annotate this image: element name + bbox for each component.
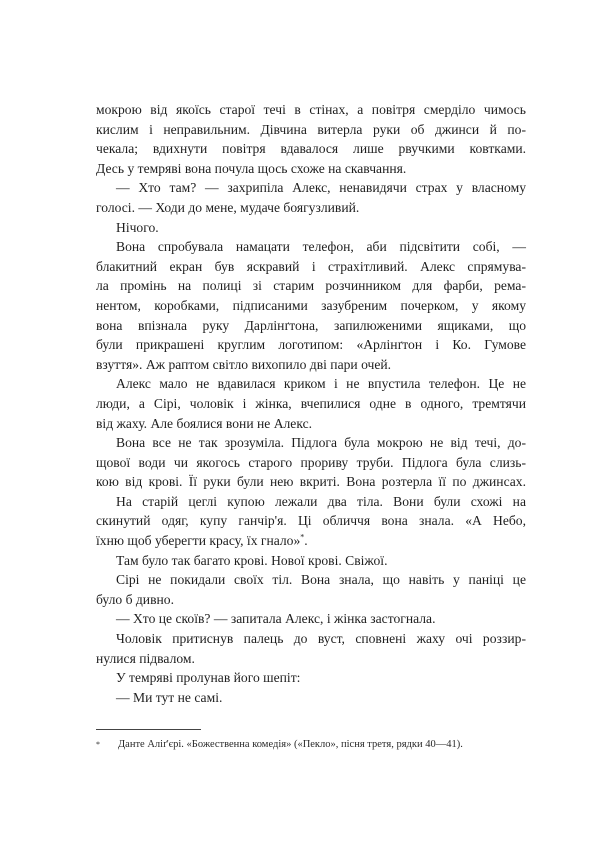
text-line: — Ми тут не самі.: [116, 689, 223, 705]
text-line: Там було так багато крові. Нової крові. Свіжої.: [116, 552, 388, 568]
text-line: взуття». Аж раптом світло вихопило дві пари очей.: [96, 356, 392, 372]
footnote-mark: *: [96, 740, 100, 749]
text-line: Десь у темряві вона почула щось схоже на скавчання.: [96, 160, 407, 176]
text-line: — Хто там? — захрипіла Алекс, ненавидячи страх у власному: [116, 180, 526, 196]
text-line: від жаху. Але боялися вони не Алекс.: [96, 415, 313, 431]
text-line: Алекс мало не вдавилася криком і не впустила телефон. Це не: [116, 376, 526, 392]
text-line: щової води чи якогось старого прориву труби. Підлога була слизь-: [96, 454, 526, 470]
text-line: кислим і неправильним. Дівчина витерла руки об джинси й по-: [96, 121, 526, 137]
text-line: У темряві пролунав його шепіт:: [116, 670, 301, 686]
text-line-with-footnote: [96, 531, 526, 551]
footnote-text: Данте Аліґ'єрі. «Божественна комедія» («Пекло», пісня третя, рядки 40—41).: [118, 739, 463, 750]
text-line: На старій цеглі купою лежали два тіла. Вони були схожі на: [116, 493, 526, 509]
text-line: чекала; вдихнути повітря вдавалося лише рвучкими ковтками.: [96, 141, 526, 157]
text-line: Вона все не так зрозуміла. Підлога була мокрою не від течі, до-: [116, 435, 526, 451]
footnote: [96, 738, 526, 752]
text-line: скинутий одяг, купу ганчір'я. Ці обличчя вона знала. «А Небо,: [96, 513, 526, 529]
quote-text: їхню щоб уберегти красу, їх гнало»: [96, 533, 301, 549]
footnote-reference: *: [300, 532, 305, 542]
text-line: кою від крові. Її руки були нею вкриті. Вона розтерла її по джинсах.: [96, 474, 526, 490]
text-line: люди, а Сірі, чоловік і жінка, вчепилися одне в одного, тремтячи: [96, 395, 526, 411]
text-line: Сірі не покидали своїх тіл. Вона знала, що навіть у паніці це: [116, 572, 526, 588]
footnote-divider: [96, 729, 201, 730]
line-period: .: [304, 533, 308, 549]
text-line: Вона спробувала намацати телефон, аби підсвітити собі, —: [116, 239, 526, 255]
page-body: [96, 100, 526, 707]
text-line: мокрою від якоїсь старої течі в стінах, а повітря смерділо чимось: [96, 102, 526, 117]
text-line: Чоловік притиснув палець до вуст, сповнені жаху очі роззир-: [116, 631, 526, 647]
text-line: були прикрашені круглим логотипом: «Арлінґтон і Ко. Гумове: [96, 337, 526, 353]
text-line: Нічого.: [116, 219, 159, 235]
text-line: вона впізнала руку Дарлінґтона, запилюженими ящиками, що: [96, 317, 526, 333]
text-line: нентом, коробками, підписаними зазубреним почерком, у якому: [96, 297, 526, 313]
text-line: було б дивно.: [96, 591, 174, 607]
text-line: нулися підвалом.: [96, 650, 195, 666]
text-line: блакитний екран був яскравий і страхітливий. Алекс спрямува-: [96, 258, 526, 274]
text-line: — Хто це скоїв? — запитала Алекс, і жінка застогнала.: [116, 611, 436, 627]
text-line: ла промінь на полиці зі старим розчинником для фарби, рема-: [96, 278, 526, 294]
text-line: голосі. — Ходи до мене, мудаче боягузливий.: [96, 199, 360, 215]
